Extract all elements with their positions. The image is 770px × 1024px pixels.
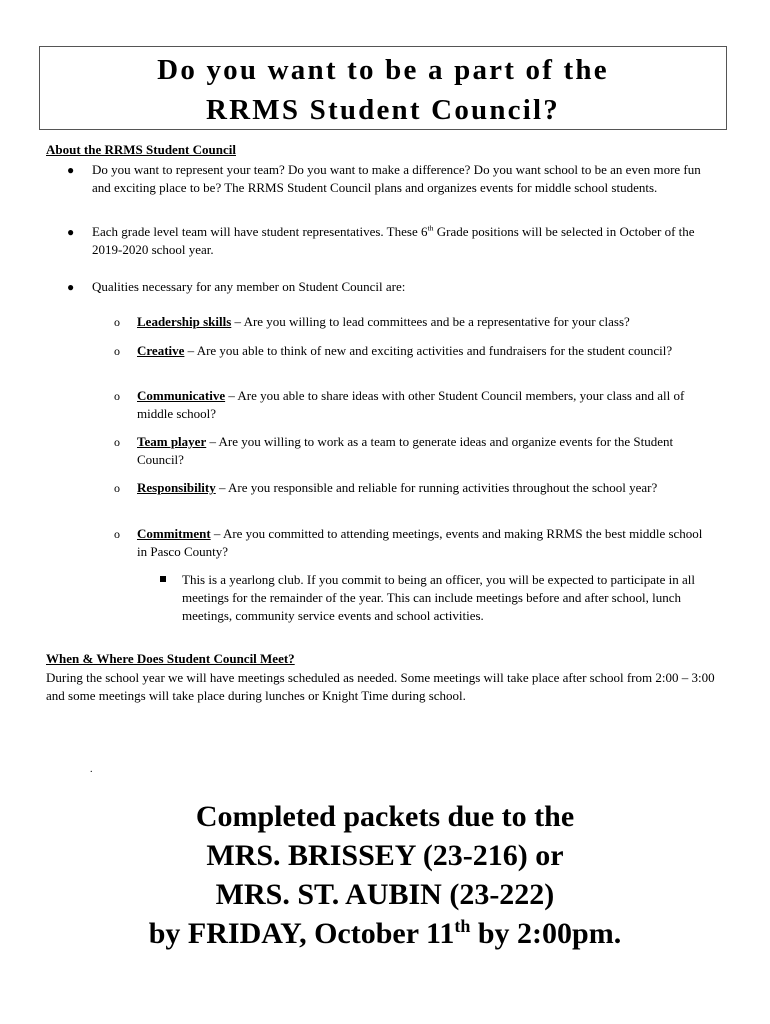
quality-desc: – Are you committed to attending meetings, events and making RRMS the best middle school in Pasco County? (137, 526, 703, 559)
due-line-3: MRS. ST. AUBIN (23-222) (215, 878, 555, 911)
quality-term: Communicative (137, 388, 226, 403)
quality-desc: – Are you responsible and reliable for running activities throughout the school year? (215, 480, 658, 495)
due-line-1: Completed packets due to the (195, 800, 575, 833)
quality-desc: – Are you able to think of new and exciting activities and fundraisers for the student council? (184, 343, 673, 358)
square-bullet-icon (160, 576, 166, 582)
due-line-2: MRS. BRISSEY (23-216) or (206, 839, 564, 872)
about-bullet-2-text: Each grade level team will have student representatives. These 6th Grade positions will be selected in October of the 2019-2020 school year. (92, 223, 695, 257)
quality-term: Commitment (137, 526, 211, 541)
quality-item (114, 479, 714, 497)
about-bullet-2 (67, 223, 717, 259)
circle-bullet-icon: o (114, 315, 120, 329)
about-heading: About the RRMS Student Council (46, 142, 236, 157)
bullet-dot-icon: ● (67, 280, 75, 294)
quality-item (114, 313, 714, 331)
quality-item (114, 387, 714, 423)
quality-item (114, 525, 714, 561)
circle-bullet-icon: o (114, 527, 120, 541)
quality-desc: – Are you able to share ideas with other Student Council members, your class and all of middle school? (137, 388, 685, 421)
due-line-4: by FRIDAY, October 11th by 2:00pm. (148, 916, 622, 950)
quality-term: Leadership skills (137, 314, 232, 329)
about-bullet-1 (67, 161, 717, 197)
meet-text: During the school year we will have meetings scheduled as needed. Some meetings will take place after school from 2:00 – 3:00 and some meetings will take place during lunches or Knight Time during school. (46, 670, 715, 703)
commitment-note-text: This is a yearlong club. If you commit to being an officer, you will be expected to participate in all meetings for the remainder of the year. This can include meetings before and after school, lunch meetings, community service events and school activities. (182, 572, 695, 623)
quality-term: Responsibility (137, 480, 216, 495)
quality-item (114, 433, 714, 469)
about-bullet-3 (67, 278, 717, 296)
circle-bullet-icon: o (114, 435, 120, 449)
title-line-2: RRMS Student Council? (206, 94, 560, 126)
bullet-dot-icon: ● (67, 225, 75, 239)
commitment-note (160, 571, 726, 625)
circle-bullet-icon: o (114, 389, 120, 403)
quality-term: Team player (137, 434, 207, 449)
circle-bullet-icon: o (114, 344, 120, 358)
about-bullet-3-text: Qualities necessary for any member on Student Council are: (92, 279, 406, 294)
title-line-1: Do you want to be a part of the (157, 54, 609, 86)
quality-item (114, 342, 714, 360)
title-box (39, 46, 727, 130)
about-bullet-1-text: Do you want to represent your team? Do you want to make a difference? Do you want school to be an even more fun and exciting place to be? The RRMS Student Council plans and organizes events for middle school students. (92, 162, 701, 195)
meet-heading: When & Where Does Student Council Meet? (46, 651, 295, 666)
stray-mark: . (90, 764, 93, 775)
quality-term: Creative (137, 343, 185, 358)
quality-desc: – Are you willing to lead committees and be a representative for your class? (231, 314, 630, 329)
due-notice (0, 797, 770, 953)
quality-desc: – Are you willing to work as a team to generate ideas and organize events for the Student Council? (137, 434, 674, 467)
bullet-dot-icon: ● (67, 163, 75, 177)
circle-bullet-icon: o (114, 481, 120, 495)
